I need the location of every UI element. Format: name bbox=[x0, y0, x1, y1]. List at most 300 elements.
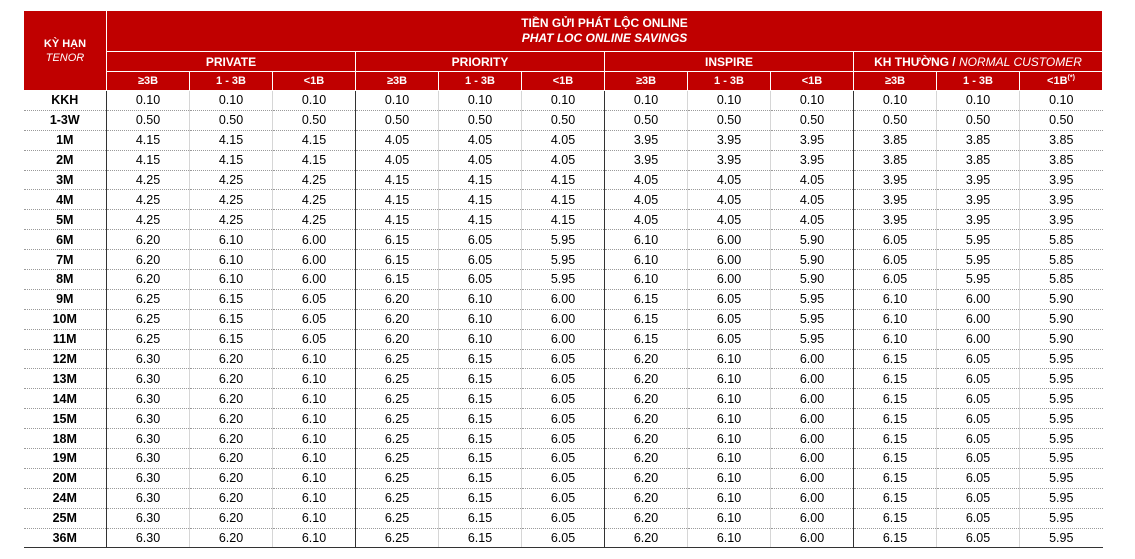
rate-cell: 6.30 bbox=[107, 468, 190, 488]
rate-cell: 6.10 bbox=[273, 449, 356, 469]
rate-cell: 5.95 bbox=[937, 250, 1020, 270]
rate-cell: 6.25 bbox=[356, 369, 439, 389]
rate-cell: 6.25 bbox=[356, 389, 439, 409]
band-header: <1B bbox=[771, 72, 854, 91]
rate-cell: 6.30 bbox=[107, 528, 190, 548]
tenor-cell: 6M bbox=[24, 230, 107, 250]
rate-cell: 4.15 bbox=[439, 210, 522, 230]
rate-cell: 5.95 bbox=[522, 250, 605, 270]
rate-cell: 6.05 bbox=[688, 309, 771, 329]
rate-cell: 6.15 bbox=[356, 250, 439, 270]
rate-cell: 6.15 bbox=[439, 468, 522, 488]
rate-cell: 6.15 bbox=[439, 449, 522, 469]
rate-cell: 6.05 bbox=[522, 369, 605, 389]
rate-cell: 6.10 bbox=[854, 289, 937, 309]
rate-cell: 6.25 bbox=[356, 409, 439, 429]
rate-cell: 3.85 bbox=[937, 150, 1020, 170]
rate-cell: 4.25 bbox=[190, 170, 273, 190]
rate-cell: 6.15 bbox=[439, 389, 522, 409]
group-header-normal-customer bbox=[854, 52, 1103, 72]
rate-cell: 6.05 bbox=[522, 449, 605, 469]
rate-cell: 6.15 bbox=[439, 488, 522, 508]
rate-cell: 6.10 bbox=[273, 349, 356, 369]
rate-cell: 6.10 bbox=[688, 429, 771, 449]
tenor-header-en: TENOR bbox=[45, 51, 85, 64]
rate-cell: 6.30 bbox=[107, 369, 190, 389]
rate-cell: 5.95 bbox=[1020, 429, 1103, 449]
rate-cell: 6.20 bbox=[190, 409, 273, 429]
rate-cell: 4.25 bbox=[107, 190, 190, 210]
rate-cell: 6.05 bbox=[854, 250, 937, 270]
band-header: ≥3B bbox=[605, 72, 688, 91]
rate-cell: 6.05 bbox=[937, 389, 1020, 409]
rate-cell: 4.15 bbox=[522, 170, 605, 190]
rate-cell: 3.95 bbox=[688, 130, 771, 150]
rate-cell: 3.95 bbox=[771, 130, 854, 150]
rate-cell: 6.05 bbox=[522, 429, 605, 449]
rate-cell: 0.10 bbox=[1020, 91, 1103, 111]
rate-cell: 6.00 bbox=[771, 468, 854, 488]
tenor-cell: 3M bbox=[24, 170, 107, 190]
rate-cell: 6.20 bbox=[190, 429, 273, 449]
tenor-cell: 15M bbox=[24, 409, 107, 429]
rate-cell: 6.15 bbox=[854, 508, 937, 528]
table-row bbox=[24, 329, 1103, 349]
tenor-cell: 5M bbox=[24, 210, 107, 230]
rate-cell: 6.10 bbox=[273, 508, 356, 528]
rate-cell: 6.05 bbox=[439, 230, 522, 250]
footnote-marker: (*) bbox=[1067, 74, 1075, 82]
rate-cell: 6.10 bbox=[605, 250, 688, 270]
rate-cell: 3.85 bbox=[854, 130, 937, 150]
rate-cell: 0.10 bbox=[771, 91, 854, 111]
rate-cell: 0.50 bbox=[771, 110, 854, 130]
rate-cell: 4.05 bbox=[439, 150, 522, 170]
rate-cell: 6.20 bbox=[190, 349, 273, 369]
table-row bbox=[24, 150, 1103, 170]
rate-cell: 6.05 bbox=[937, 528, 1020, 548]
rate-cell: 6.10 bbox=[688, 349, 771, 369]
rate-cell: 4.05 bbox=[771, 210, 854, 230]
rate-cell: 6.20 bbox=[605, 449, 688, 469]
rate-cell: 6.30 bbox=[107, 508, 190, 528]
rate-cell: 6.05 bbox=[937, 429, 1020, 449]
rate-cell: 5.95 bbox=[1020, 449, 1103, 469]
tenor-cell: 10M bbox=[24, 309, 107, 329]
rate-cell: 0.10 bbox=[190, 91, 273, 111]
rate-cell: 0.50 bbox=[937, 110, 1020, 130]
table-header bbox=[24, 11, 1103, 91]
rate-cell: 6.20 bbox=[107, 250, 190, 270]
rate-cell: 6.10 bbox=[273, 429, 356, 449]
rate-cell: 4.15 bbox=[439, 170, 522, 190]
rate-cell: 0.50 bbox=[522, 110, 605, 130]
rate-cell: 4.05 bbox=[522, 150, 605, 170]
table-body bbox=[24, 91, 1103, 548]
rate-cell: 6.00 bbox=[522, 329, 605, 349]
rate-cell: 6.20 bbox=[605, 389, 688, 409]
rate-cell: 6.20 bbox=[605, 349, 688, 369]
rate-cell: 5.95 bbox=[1020, 468, 1103, 488]
rate-cell: 4.15 bbox=[522, 190, 605, 210]
rate-cell: 5.95 bbox=[1020, 369, 1103, 389]
rate-cell: 6.05 bbox=[522, 488, 605, 508]
rate-cell: 6.20 bbox=[107, 230, 190, 250]
rate-cell: 0.50 bbox=[439, 110, 522, 130]
table-row bbox=[24, 309, 1103, 329]
rate-cell: 6.15 bbox=[854, 369, 937, 389]
rate-cell: 5.95 bbox=[1020, 389, 1103, 409]
rate-cell: 6.05 bbox=[273, 309, 356, 329]
rate-cell: 5.85 bbox=[1020, 230, 1103, 250]
rate-cell: 6.15 bbox=[854, 409, 937, 429]
tenor-cell: 4M bbox=[24, 190, 107, 210]
rate-cell: 6.20 bbox=[190, 528, 273, 548]
rate-cell: 6.05 bbox=[273, 289, 356, 309]
table-title-vi: TIỀN GỬI PHÁT LỘC ONLINE bbox=[521, 16, 688, 30]
rate-cell: 3.95 bbox=[1020, 170, 1103, 190]
rate-cell: 6.15 bbox=[439, 508, 522, 528]
rate-cell: 5.95 bbox=[522, 270, 605, 290]
rate-cell: 3.95 bbox=[688, 150, 771, 170]
table-title bbox=[107, 11, 1103, 52]
rate-cell: 6.15 bbox=[854, 389, 937, 409]
rate-cell: 5.95 bbox=[1020, 409, 1103, 429]
table-row bbox=[24, 110, 1103, 130]
band-header: 1 - 3B bbox=[190, 72, 273, 91]
rate-cell: 0.50 bbox=[854, 110, 937, 130]
rate-cell: 4.05 bbox=[605, 170, 688, 190]
rate-cell: 6.20 bbox=[190, 449, 273, 469]
rate-cell: 6.15 bbox=[854, 468, 937, 488]
rate-cell: 5.90 bbox=[771, 250, 854, 270]
rate-cell: 3.85 bbox=[1020, 130, 1103, 150]
rate-cell: 6.15 bbox=[356, 270, 439, 290]
rate-cell: 6.25 bbox=[107, 329, 190, 349]
rate-cell: 6.25 bbox=[356, 528, 439, 548]
tenor-cell: 11M bbox=[24, 329, 107, 349]
rate-cell: 4.05 bbox=[522, 130, 605, 150]
rate-cell: 6.15 bbox=[190, 289, 273, 309]
rate-cell: 4.15 bbox=[107, 130, 190, 150]
rate-cell: 6.00 bbox=[273, 230, 356, 250]
rate-cell: 4.15 bbox=[356, 170, 439, 190]
band-header-last-label: <1B bbox=[1047, 75, 1068, 87]
rate-cell: 0.10 bbox=[356, 91, 439, 111]
rate-cell: 6.30 bbox=[107, 429, 190, 449]
rate-cell: 6.15 bbox=[605, 309, 688, 329]
rate-cell: 6.10 bbox=[688, 468, 771, 488]
band-header: 1 - 3B bbox=[688, 72, 771, 91]
rate-cell: 6.05 bbox=[937, 468, 1020, 488]
rate-cell: 3.95 bbox=[1020, 210, 1103, 230]
rate-cell: 6.25 bbox=[356, 508, 439, 528]
rate-cell: 6.00 bbox=[771, 488, 854, 508]
rate-cell: 0.50 bbox=[273, 110, 356, 130]
rate-cell: 6.05 bbox=[522, 389, 605, 409]
rate-cell: 0.10 bbox=[605, 91, 688, 111]
tenor-cell: 24M bbox=[24, 488, 107, 508]
rate-cell: 6.15 bbox=[854, 349, 937, 369]
savings-rate-table bbox=[23, 10, 1103, 548]
rate-cell: 6.00 bbox=[771, 369, 854, 389]
table-row bbox=[24, 369, 1103, 389]
rate-cell: 3.85 bbox=[937, 130, 1020, 150]
rate-cell: 4.05 bbox=[771, 170, 854, 190]
rate-cell: 6.00 bbox=[937, 289, 1020, 309]
rate-cell: 6.15 bbox=[439, 528, 522, 548]
rate-cell: 6.30 bbox=[107, 389, 190, 409]
rate-cell: 3.95 bbox=[771, 150, 854, 170]
rate-cell: 6.25 bbox=[356, 449, 439, 469]
tenor-cell: 36M bbox=[24, 528, 107, 548]
rate-cell: 3.95 bbox=[937, 190, 1020, 210]
group-header-inspire: INSPIRE bbox=[605, 52, 854, 72]
rate-cell: 6.00 bbox=[688, 270, 771, 290]
rate-cell: 0.10 bbox=[522, 91, 605, 111]
rate-cell: 6.00 bbox=[771, 409, 854, 429]
rate-cell: 6.00 bbox=[771, 449, 854, 469]
rate-cell: 6.10 bbox=[273, 468, 356, 488]
rate-cell: 6.10 bbox=[273, 528, 356, 548]
tenor-cell: 2M bbox=[24, 150, 107, 170]
rate-cell: 5.95 bbox=[771, 329, 854, 349]
rate-cell: 0.10 bbox=[937, 91, 1020, 111]
rate-cell: 4.15 bbox=[356, 190, 439, 210]
rate-cell: 0.50 bbox=[107, 110, 190, 130]
rate-cell: 4.05 bbox=[771, 190, 854, 210]
tenor-cell: 13M bbox=[24, 369, 107, 389]
table-row bbox=[24, 190, 1103, 210]
rate-cell: 6.25 bbox=[356, 488, 439, 508]
rate-cell: 6.20 bbox=[190, 468, 273, 488]
rate-cell: 6.10 bbox=[688, 369, 771, 389]
rate-cell: 6.20 bbox=[190, 389, 273, 409]
band-header: 1 - 3B bbox=[439, 72, 522, 91]
table-row bbox=[24, 170, 1103, 190]
rate-cell: 4.05 bbox=[688, 190, 771, 210]
rate-cell: 6.10 bbox=[688, 528, 771, 548]
rate-cell: 6.05 bbox=[273, 329, 356, 349]
table-row bbox=[24, 449, 1103, 469]
rate-cell: 6.05 bbox=[522, 468, 605, 488]
tenor-cell: 8M bbox=[24, 270, 107, 290]
tenor-cell: 20M bbox=[24, 468, 107, 488]
band-header-last bbox=[1020, 72, 1103, 91]
rate-cell: 6.10 bbox=[439, 329, 522, 349]
rate-cell: 6.20 bbox=[605, 508, 688, 528]
rate-cell: 6.15 bbox=[605, 289, 688, 309]
rate-cell: 6.15 bbox=[605, 329, 688, 349]
rate-cell: 4.25 bbox=[273, 190, 356, 210]
rate-cell: 0.10 bbox=[107, 91, 190, 111]
rate-cell: 6.10 bbox=[605, 230, 688, 250]
rate-cell: 4.15 bbox=[273, 150, 356, 170]
tenor-cell: 9M bbox=[24, 289, 107, 309]
rate-cell: 6.05 bbox=[522, 528, 605, 548]
rate-cell: 0.50 bbox=[605, 110, 688, 130]
rate-cell: 6.05 bbox=[937, 449, 1020, 469]
rate-cell: 6.20 bbox=[190, 369, 273, 389]
rate-cell: 6.05 bbox=[439, 270, 522, 290]
rate-cell: 6.00 bbox=[522, 289, 605, 309]
rate-cell: 5.90 bbox=[1020, 309, 1103, 329]
rate-cell: 4.15 bbox=[190, 130, 273, 150]
rate-cell: 4.25 bbox=[273, 170, 356, 190]
table-row bbox=[24, 230, 1103, 250]
rate-cell: 6.20 bbox=[356, 289, 439, 309]
rate-cell: 4.15 bbox=[522, 210, 605, 230]
band-header: <1B bbox=[273, 72, 356, 91]
tenor-cell: 1-3W bbox=[24, 110, 107, 130]
rate-cell: 3.95 bbox=[605, 130, 688, 150]
rate-cell: 3.95 bbox=[1020, 190, 1103, 210]
rate-cell: 6.15 bbox=[356, 230, 439, 250]
band-header: ≥3B bbox=[356, 72, 439, 91]
tenor-cell: 14M bbox=[24, 389, 107, 409]
rate-cell: 6.30 bbox=[107, 449, 190, 469]
tenor-header bbox=[24, 11, 107, 91]
rate-cell: 6.10 bbox=[190, 250, 273, 270]
rate-cell: 6.10 bbox=[605, 270, 688, 290]
rate-cell: 5.85 bbox=[1020, 250, 1103, 270]
rate-cell: 6.05 bbox=[937, 508, 1020, 528]
rate-cell: 6.05 bbox=[522, 508, 605, 528]
rate-cell: 6.00 bbox=[273, 270, 356, 290]
rate-cell: 4.05 bbox=[605, 190, 688, 210]
rate-cell: 6.00 bbox=[937, 329, 1020, 349]
rate-cell: 4.15 bbox=[107, 150, 190, 170]
rate-cell: 4.25 bbox=[273, 210, 356, 230]
table-row bbox=[24, 429, 1103, 449]
rate-cell: 6.20 bbox=[605, 468, 688, 488]
rate-cell: 6.20 bbox=[107, 270, 190, 290]
rate-cell: 5.95 bbox=[1020, 349, 1103, 369]
rate-cell: 5.90 bbox=[1020, 329, 1103, 349]
rate-cell: 6.15 bbox=[439, 409, 522, 429]
rate-cell: 6.10 bbox=[273, 369, 356, 389]
rate-cell: 5.90 bbox=[1020, 289, 1103, 309]
rate-cell: 5.95 bbox=[937, 270, 1020, 290]
rate-cell: 0.50 bbox=[1020, 110, 1103, 130]
rate-cell: 5.95 bbox=[937, 230, 1020, 250]
rate-cell: 6.10 bbox=[688, 409, 771, 429]
rate-cell: 6.15 bbox=[190, 329, 273, 349]
tenor-cell: 19M bbox=[24, 449, 107, 469]
rate-cell: 3.95 bbox=[937, 210, 1020, 230]
rate-table-container bbox=[23, 10, 1103, 548]
band-header: ≥3B bbox=[854, 72, 937, 91]
tenor-cell: 7M bbox=[24, 250, 107, 270]
table-row bbox=[24, 210, 1103, 230]
rate-cell: 6.05 bbox=[854, 270, 937, 290]
group-header-private: PRIVATE bbox=[107, 52, 356, 72]
rate-cell: 6.20 bbox=[605, 409, 688, 429]
rate-cell: 6.20 bbox=[356, 329, 439, 349]
rate-cell: 6.10 bbox=[190, 270, 273, 290]
table-row bbox=[24, 349, 1103, 369]
rate-cell: 6.00 bbox=[688, 250, 771, 270]
rate-cell: 6.00 bbox=[771, 429, 854, 449]
table-title-en: PHAT LOC ONLINE SAVINGS bbox=[521, 31, 688, 45]
table-row bbox=[24, 250, 1103, 270]
rate-cell: 4.05 bbox=[605, 210, 688, 230]
rate-cell: 6.15 bbox=[190, 309, 273, 329]
rate-cell: 6.05 bbox=[688, 289, 771, 309]
tenor-cell: KKH bbox=[24, 91, 107, 111]
rate-cell: 0.10 bbox=[439, 91, 522, 111]
rate-cell: 3.95 bbox=[605, 150, 688, 170]
rate-cell: 6.10 bbox=[688, 488, 771, 508]
tenor-header-vi: KỲ HẠN bbox=[43, 37, 87, 50]
rate-cell: 6.15 bbox=[854, 488, 937, 508]
rate-cell: 3.85 bbox=[854, 150, 937, 170]
rate-cell: 6.20 bbox=[605, 369, 688, 389]
table-row bbox=[24, 289, 1103, 309]
table-row bbox=[24, 508, 1103, 528]
normal-customer-separator: / bbox=[948, 54, 959, 69]
rate-cell: 6.05 bbox=[522, 409, 605, 429]
table-row bbox=[24, 468, 1103, 488]
rate-cell: 6.20 bbox=[605, 488, 688, 508]
rate-cell: 6.10 bbox=[273, 488, 356, 508]
rate-cell: 6.05 bbox=[937, 349, 1020, 369]
rate-cell: 6.15 bbox=[439, 429, 522, 449]
rate-cell: 6.00 bbox=[771, 528, 854, 548]
rate-cell: 6.25 bbox=[107, 309, 190, 329]
rate-cell: 6.30 bbox=[107, 349, 190, 369]
table-row bbox=[24, 389, 1103, 409]
rate-cell: 6.25 bbox=[107, 289, 190, 309]
rate-cell: 0.50 bbox=[688, 110, 771, 130]
table-row bbox=[24, 270, 1103, 290]
rate-cell: 4.25 bbox=[190, 210, 273, 230]
rate-cell: 6.30 bbox=[107, 409, 190, 429]
tenor-cell: 18M bbox=[24, 429, 107, 449]
rate-cell: 6.10 bbox=[688, 508, 771, 528]
rate-cell: 0.50 bbox=[356, 110, 439, 130]
rate-cell: 6.00 bbox=[937, 309, 1020, 329]
rate-cell: 6.20 bbox=[605, 429, 688, 449]
rate-cell: 6.20 bbox=[605, 528, 688, 548]
rate-cell: 6.10 bbox=[854, 309, 937, 329]
rate-cell: 0.10 bbox=[273, 91, 356, 111]
rate-cell: 4.15 bbox=[273, 130, 356, 150]
rate-cell: 4.15 bbox=[439, 190, 522, 210]
rate-cell: 6.10 bbox=[854, 329, 937, 349]
rate-cell: 6.15 bbox=[854, 429, 937, 449]
rate-cell: 5.95 bbox=[1020, 488, 1103, 508]
rate-cell: 6.15 bbox=[854, 528, 937, 548]
table-row bbox=[24, 488, 1103, 508]
rate-cell: 6.00 bbox=[522, 309, 605, 329]
rate-cell: 5.95 bbox=[771, 289, 854, 309]
rate-cell: 6.15 bbox=[439, 369, 522, 389]
rate-cell: 6.30 bbox=[107, 488, 190, 508]
rate-cell: 6.10 bbox=[439, 289, 522, 309]
tenor-cell: 25M bbox=[24, 508, 107, 528]
rate-cell: 4.25 bbox=[107, 170, 190, 190]
rate-cell: 6.05 bbox=[937, 369, 1020, 389]
rate-cell: 6.10 bbox=[439, 309, 522, 329]
rate-cell: 5.95 bbox=[1020, 528, 1103, 548]
normal-customer-label-vi: KH THƯỜNG bbox=[874, 54, 949, 69]
tenor-cell: 1M bbox=[24, 130, 107, 150]
table-row bbox=[24, 91, 1103, 111]
rate-cell: 5.95 bbox=[522, 230, 605, 250]
rate-cell: 6.05 bbox=[688, 329, 771, 349]
rate-cell: 6.25 bbox=[356, 429, 439, 449]
